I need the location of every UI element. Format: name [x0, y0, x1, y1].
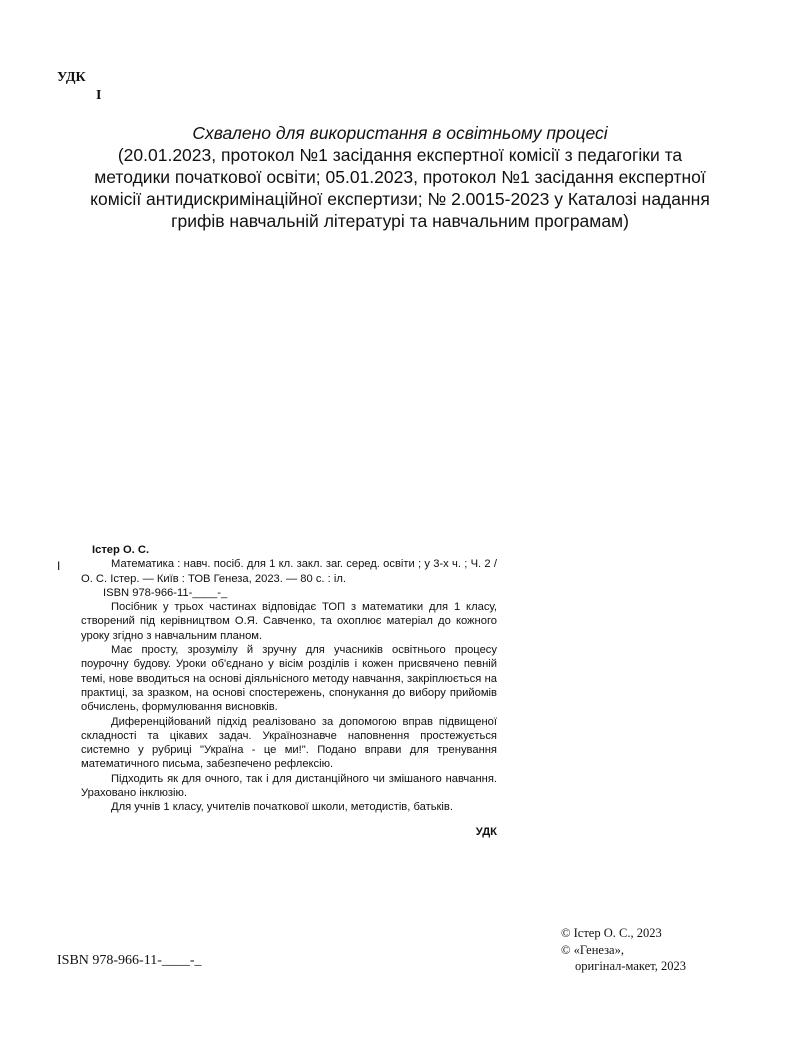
udk-label: УДК: [57, 70, 86, 85]
footer-isbn: ISBN 978-966-11-____-_: [57, 953, 202, 968]
bibliographic-record: [57, 543, 497, 839]
copyright-layout: оригінал-макет, 2023: [575, 959, 686, 973]
author-name: Істер О. С.: [92, 544, 150, 556]
approval-line: методики початкової освіти; 05.01.2023, протокол №1 засідання експертної: [94, 167, 706, 187]
udk-index-letter: І: [96, 88, 102, 103]
annotation-paragraph: Посібник у трьох частинах відповідає ТОП з математики для 1 класу, створений під керівництвом О.Я. Савченко, та охоплює матеріал до кожного уроку згідно з навчальним планом.: [81, 601, 497, 642]
annotation-paragraph: Диференційований підхід реалізовано за допомогою вправ підвищеної складності та цікавих задач. Українознавче наповнення простежується системно у рубриці "Україна - це ми!". Подано вправи для тренування математичного письма, забезпечено рефлексію.: [81, 715, 497, 771]
biblio-udk: УДК: [475, 825, 497, 838]
copyright-block: [561, 925, 686, 975]
copyright-publisher: © «Генеза»,: [561, 942, 624, 957]
side-index-letter: І: [57, 559, 61, 573]
copyright-author: © Істер О. С., 2023: [561, 926, 662, 940]
annotation-paragraph: Для учнів 1 класу, учителів початкової школи, методистів, батьків.: [111, 801, 453, 814]
approval-line: грифів навчальній літературі та навчальним програмам): [171, 211, 629, 231]
book-description: Математика : навч. посіб. для 1 кл. закл. заг. серед. освіти ; у 3-х ч. ; Ч. 2 / О. С. Істер. — Київ : ТОВ Генеза, 2023. — 80 с. : іл.: [81, 558, 497, 585]
approval-title: Схвалено для використання в освітньому процесі: [192, 123, 608, 143]
approval-line: (20.01.2023, протокол №1 засідання експертної комісії з педагогіки та: [117, 145, 683, 165]
approval-line: комісії антидискримінаційної експертизи; № 2.0015-2023 у Каталозі надання: [90, 189, 710, 209]
approval-block: [90, 122, 710, 232]
biblio-isbn: ISBN 978-966-11-____-_: [103, 586, 228, 599]
annotation-paragraph: Має просту, зрозумілу й зручну для учасників освітнього процесу поурочну будову. Уроки об'єднано у вісім розділів і кожен присвячено певній темі, нове вводиться на основі діяльнісного методу навчання, закріплюється на практиці, за зразком, на основі спостережень, спонукання до вибору прийомів обчислень, формулювання висновків.: [81, 644, 497, 714]
annotation-paragraph: Підходить як для очного, так і для дистанційного чи змішаного навчання. Ураховано інклюзію.: [81, 772, 497, 800]
